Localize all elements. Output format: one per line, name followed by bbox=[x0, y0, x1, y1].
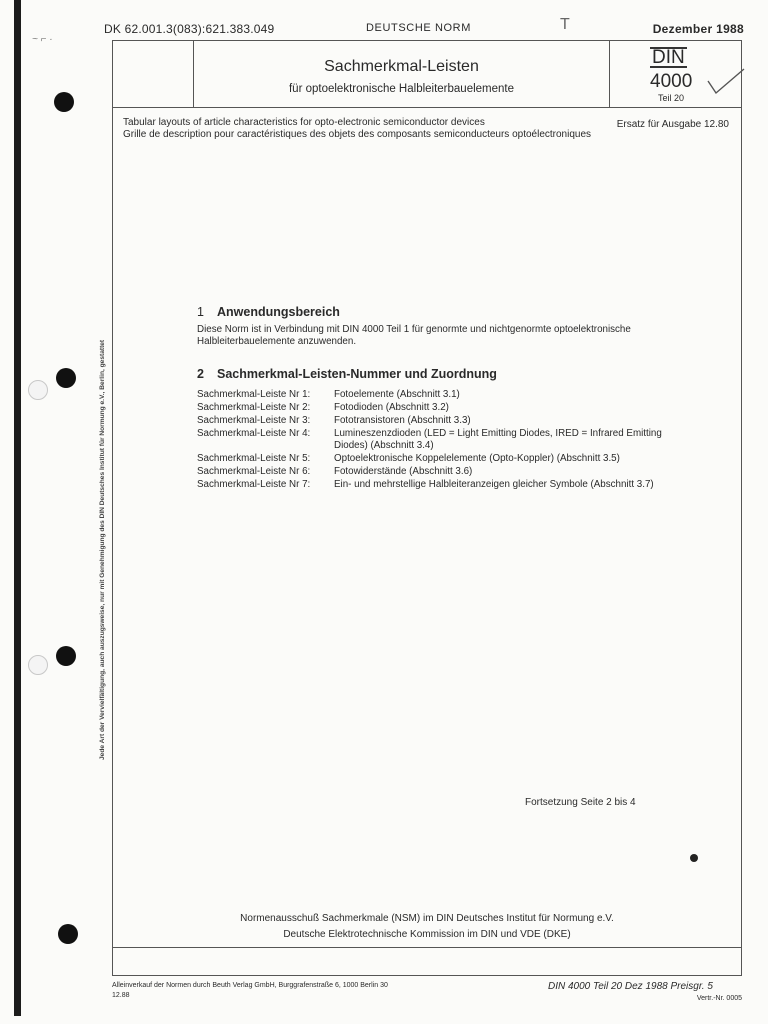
din-part: Teil 20 bbox=[658, 93, 685, 103]
translations bbox=[123, 117, 593, 141]
din-label: DIN bbox=[652, 47, 685, 68]
document-id: DIN 4000 Teil 20 Dez 1988 Preisgr. 5 bbox=[548, 981, 713, 992]
footer-organization: Normenausschuß Sachmerkmale (NSM) im DIN Deutsches Institut für Normung e.V. Deutsche Elektrotechnische Kommission im DIN und VDE (DKE) bbox=[240, 913, 614, 940]
punch-hole bbox=[56, 646, 76, 666]
assignment-list bbox=[197, 389, 697, 492]
norm-type: DEUTSCHE NORM bbox=[366, 22, 471, 34]
punch-hole bbox=[58, 924, 78, 944]
punch-hole bbox=[56, 368, 76, 388]
punch-hole-ghost bbox=[28, 655, 48, 675]
din-box bbox=[610, 41, 742, 107]
dk-number: DK 62.001.3(083):621.383.049 bbox=[104, 22, 275, 36]
punch-hole-ghost bbox=[28, 380, 48, 400]
list-item: Sachmerkmal-Leiste Nr 5: Optoelektronische Koppelelemente (Opto-Koppler) (Abschnitt 3.5) bbox=[197, 453, 620, 464]
copyright-note: Jede Art der Vervielfältigung, auch auszugsweise, nur mit Genehmigung des DIN Deutsches Institut für Normung e.V., Berlin, gestattet bbox=[99, 339, 106, 760]
margin-mark: T bbox=[560, 16, 570, 33]
issue-code: 12.88 bbox=[112, 992, 130, 999]
list-item: Sachmerkmal-Leiste Nr 6: Fotowiderstände (Abschnitt 3.6) bbox=[197, 466, 473, 477]
punch-hole bbox=[54, 92, 74, 112]
list-item: Sachmerkmal-Leiste Nr 3: Fototransistoren (Abschnitt 3.3) bbox=[197, 415, 471, 426]
section-heading: 2 Sachmerkmal-Leisten-Nummer und Zuordnung bbox=[197, 367, 497, 381]
list-item: Sachmerkmal-Leiste Nr 2: Fotodioden (Abschnitt 3.2) bbox=[197, 402, 449, 413]
document-frame bbox=[112, 40, 742, 976]
document-title: Sachmerkmal-Leisten bbox=[324, 58, 479, 75]
din-number: 4000 bbox=[650, 71, 693, 92]
section-text: Diese Norm ist in Verbindung mit DIN 4000 Teil 1 für genormte und nichtgenormte optoelektronische Halbleiterbauelemente anzuwenden. bbox=[197, 324, 631, 347]
list-item: Sachmerkmal-Leiste Nr 4: Lumineszenzdioden (LED = Light Emitting Diodes, IRED = Infrared Emitting Diodes) (Abschnitt 3.4) bbox=[197, 428, 662, 451]
check-mark-icon bbox=[706, 67, 746, 97]
continuation-note: Fortsetzung Seite 2 bis 4 bbox=[525, 797, 636, 808]
replaces-edition: Ersatz für Ausgabe 12.80 bbox=[616, 119, 729, 130]
publisher-note: Alleinverkauf der Normen durch Beuth Verlag GmbH, Burggrafenstraße 6, 1000 Berlin 30 bbox=[112, 982, 388, 989]
section-heading: 1 Anwendungsbereich bbox=[197, 305, 340, 319]
english-title: Tabular layouts of article characteristics for opto-electronic semiconductor devices bbox=[123, 117, 485, 128]
list-item: Sachmerkmal-Leiste Nr 1: Fotoelemente (Abschnitt 3.1) bbox=[197, 389, 460, 400]
sales-number: Vertr.-Nr. 0005 bbox=[696, 995, 742, 1002]
document-subtitle: für optoelektronische Halbleiterbauelemente bbox=[288, 83, 515, 95]
french-title: Grille de description pour caractéristiques des objets des composants semiconducteurs optoélectroniques bbox=[123, 129, 592, 140]
list-item: Sachmerkmal-Leiste Nr 7: Ein- und mehrstellige Halbleiteranzeigen gleicher Symbole (Abschnitt 3.7) bbox=[197, 479, 654, 490]
bottom-strip bbox=[112, 978, 742, 1008]
issue-date: Dezember 1988 bbox=[652, 22, 744, 36]
margin-scribble: ~ ⌐ · bbox=[32, 34, 53, 45]
binder-edge bbox=[14, 0, 21, 1016]
